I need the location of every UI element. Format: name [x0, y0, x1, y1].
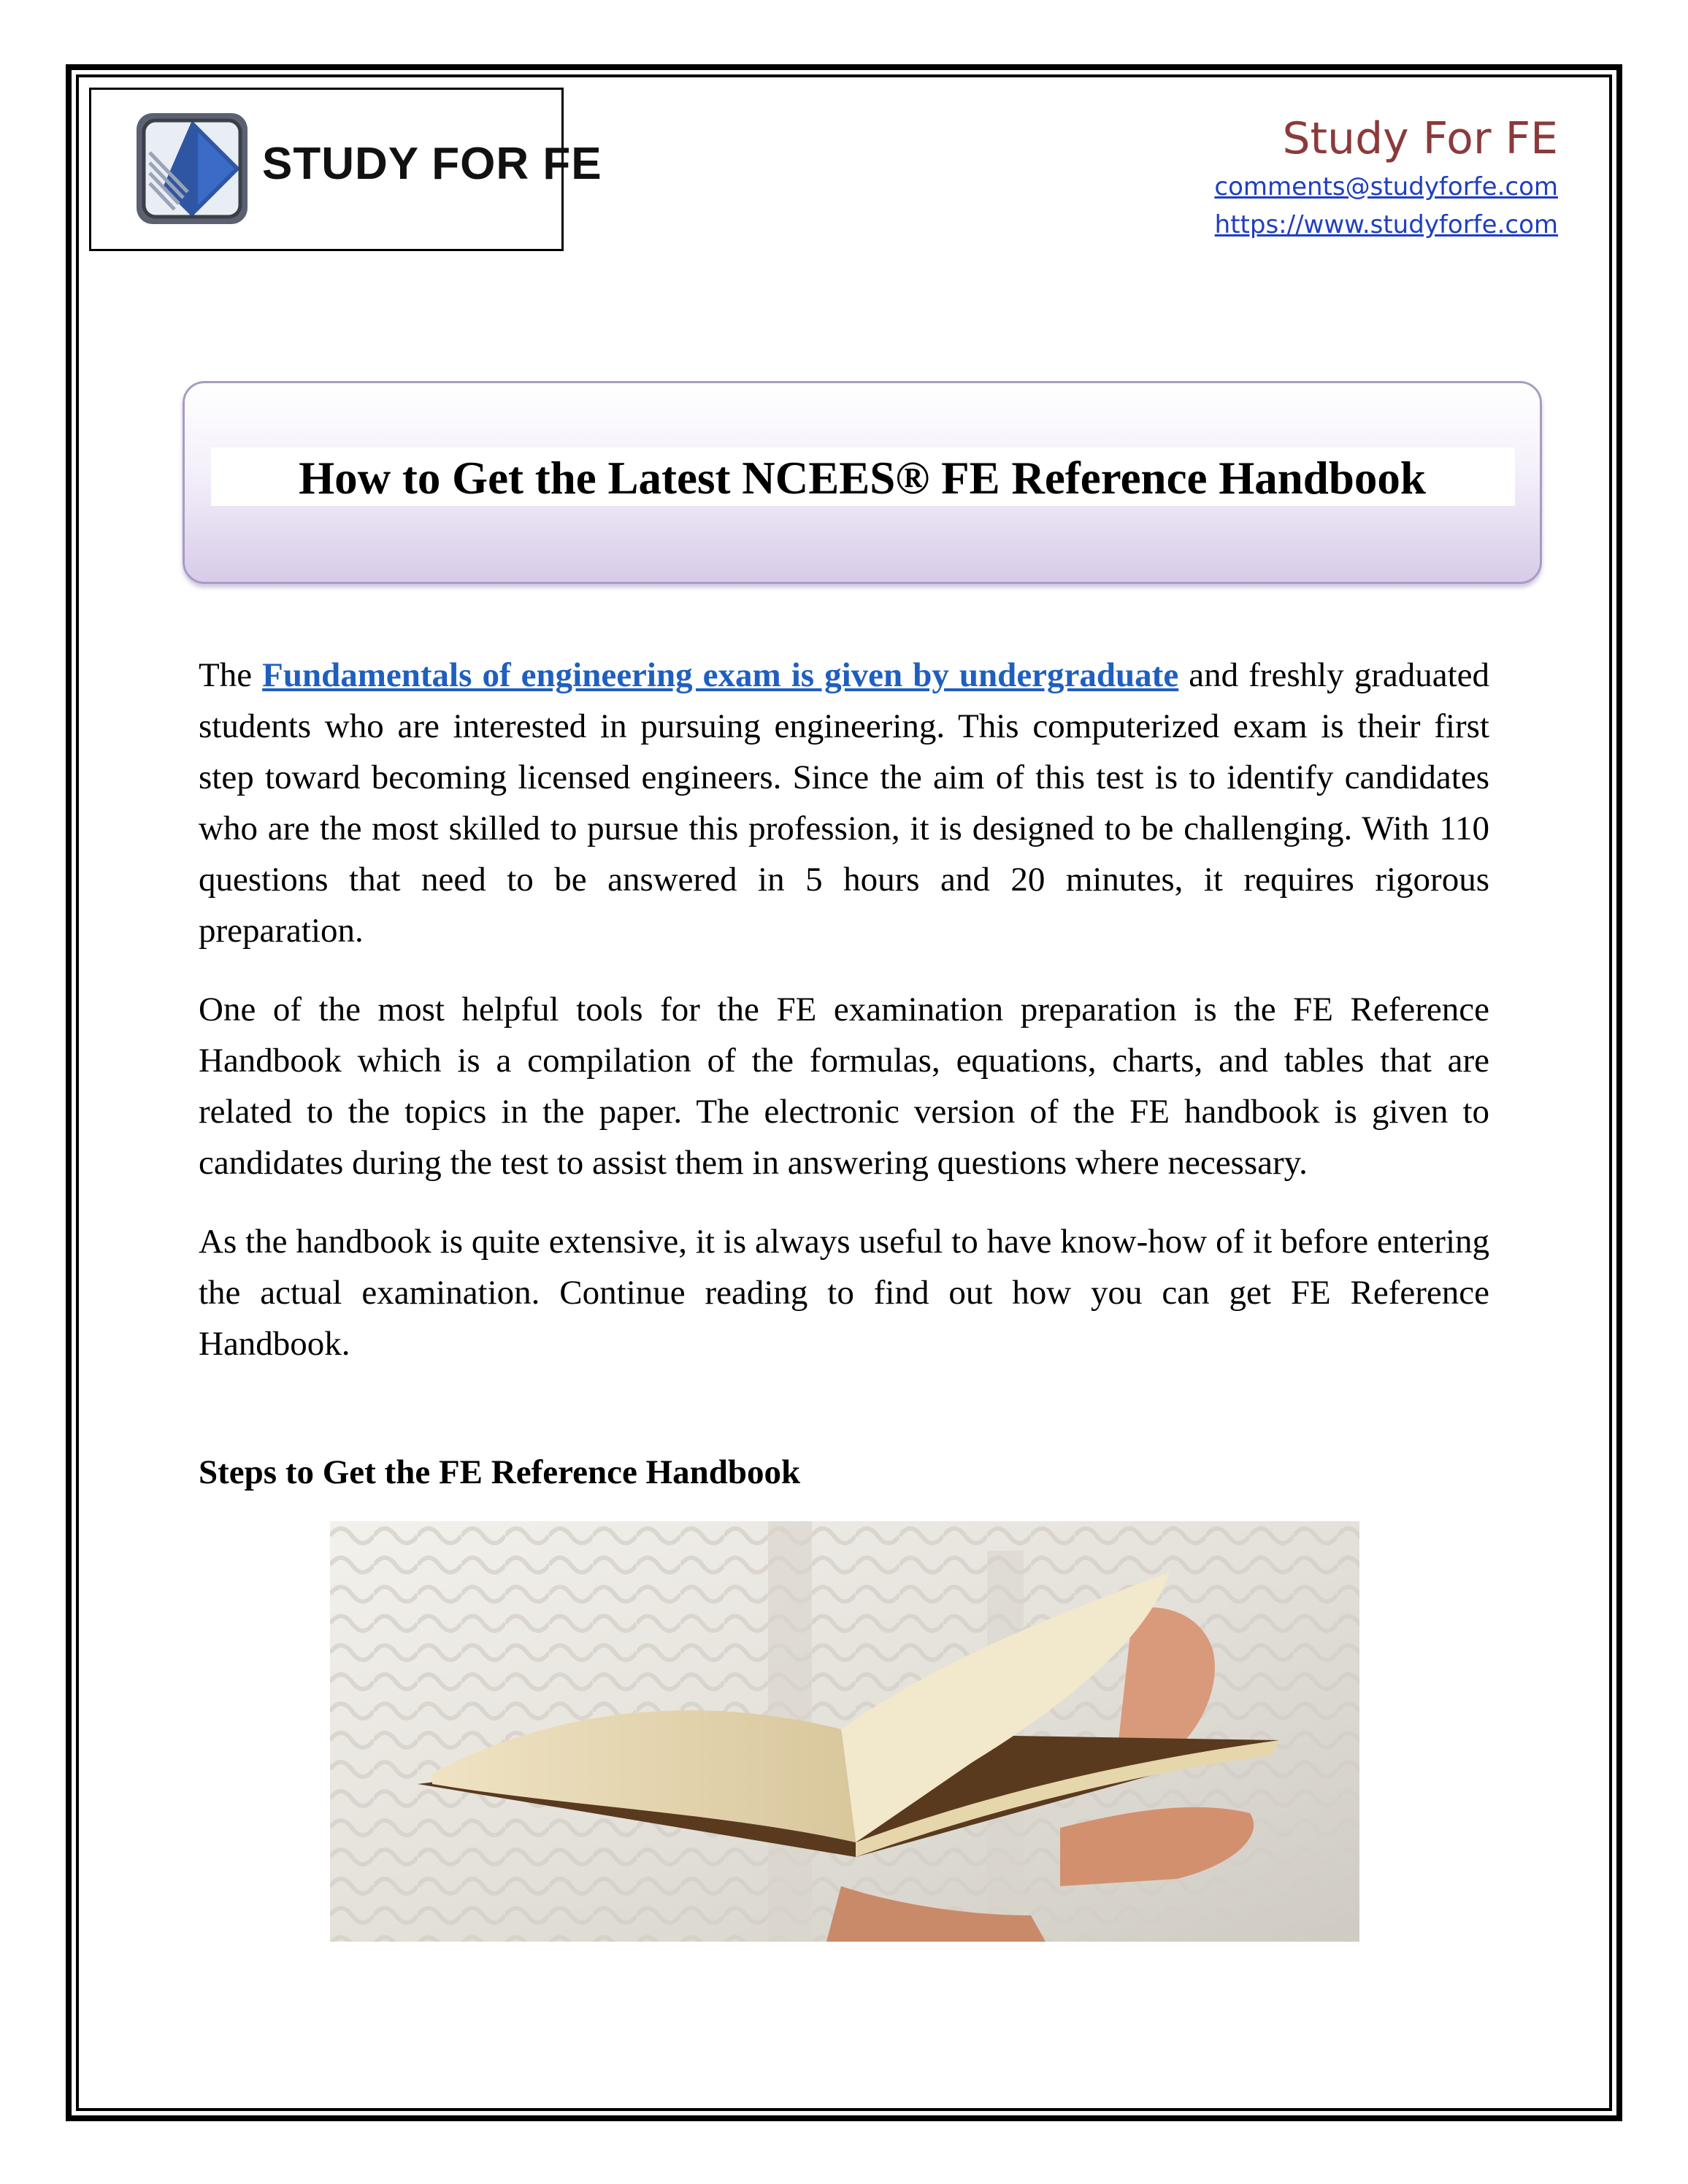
paragraph-handbook: One of the most helpful tools for the FE examination preparation is the FE Reference Handbook which is a compilation of the formulas, equations, charts, and tables that are related to the topics in the paper. The electronic version of the FE handbook is given to candidates during the test to assist them in answering questions where necessary. — [199, 991, 1489, 1182]
intro-lead: The — [199, 656, 263, 694]
paragraph-intro — [199, 650, 1489, 956]
email-link[interactable]: comments@studyforfe.com — [1214, 172, 1558, 201]
paragraph-continue: As the handbook is quite extensive, it is always useful to have know-how of it before entering the actual examination. Continue reading to find out how you can get FE Reference Handbook. — [199, 1223, 1489, 1363]
logo-text: STUDY FOR FE — [262, 139, 602, 189]
brand-name: Study For FE — [1282, 113, 1558, 164]
open-book-photo — [330, 1521, 1359, 1942]
website-link[interactable]: https://www.studyforfe.com — [1214, 210, 1558, 239]
steps-heading: Steps to Get the FE Reference Handbook — [199, 1453, 801, 1491]
logo — [89, 88, 602, 251]
article-body — [199, 650, 1489, 1397]
title-panel — [183, 381, 1542, 584]
page-title: How to Get the Latest NCEES® FE Reference Handbook — [299, 453, 1426, 504]
book-logo-icon — [134, 110, 250, 227]
brand-contact — [1214, 109, 1558, 244]
intro-rest: and freshly graduated students who are interested in pursuing engineering. This computerized exam is their first step toward becoming licensed engineers. Since the aim of this test is to identify candidates who are the most skilled to pursue this profession, it is designed to be challenging. With 110 questions that need to be answered in 5 hours and 20 minutes, it requires rigorous preparation. — [199, 656, 1490, 950]
fe-exam-link[interactable]: Fundamentals of engineering exam is given by undergraduate — [262, 656, 1179, 694]
